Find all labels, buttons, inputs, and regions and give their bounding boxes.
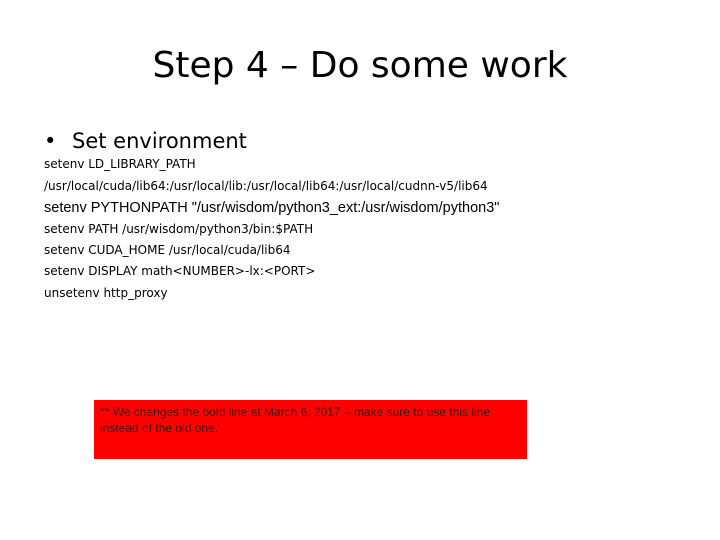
slide-title: Step 4 – Do some work — [152, 45, 568, 86]
command-line-display: setenv DISPLAY math<NUMBER>-lx:<PORT> — [44, 264, 316, 278]
bullet-item — [44, 127, 247, 155]
bullet-label: Set environment — [72, 129, 247, 153]
bullet-icon: • — [44, 129, 57, 153]
note-box — [94, 400, 527, 459]
command-line-unset-proxy: unsetenv http_proxy — [44, 286, 168, 300]
note-text: ** We changes the bold line at March 6, 2017 – make sure to use this line instead of the old one. — [100, 405, 491, 435]
command-line-pythonpath: setenv PYTHONPATH "/usr/wisdom/python3_ext:/usr/wisdom/python3" — [44, 200, 500, 216]
command-line-path: setenv PATH /usr/wisdom/python3/bin:$PATH — [44, 222, 314, 236]
command-line-ld-library-path: setenv LD_LIBRARY_PATH — [44, 157, 196, 171]
command-line-cuda-home: setenv CUDA_HOME /usr/local/cuda/lib64 — [44, 243, 291, 257]
command-line-ld-library-path-value: /usr/local/cuda/lib64:/usr/local/lib:/usr/local/lib64:/usr/local/cudnn-v5/lib64 — [44, 179, 488, 193]
